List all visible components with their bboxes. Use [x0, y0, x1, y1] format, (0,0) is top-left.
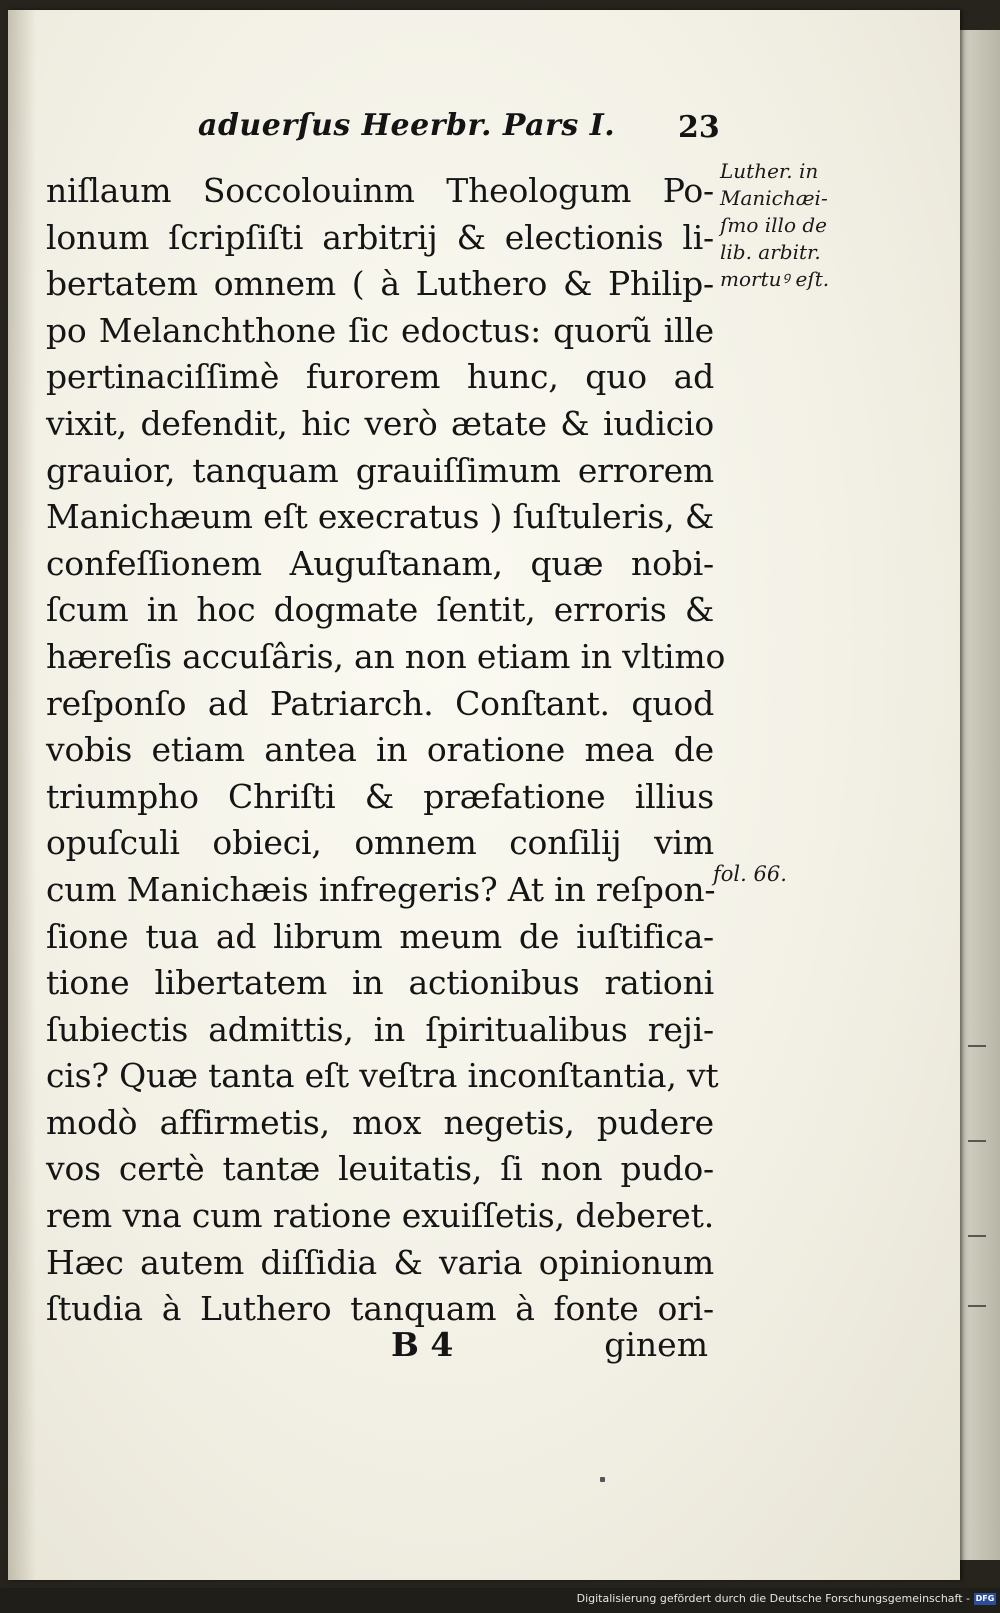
dfg-logo: DFG [975, 1594, 995, 1603]
text-line: Hæc autem diſſidia & varia opinionum [46, 1242, 714, 1282]
marginal-note-line: ſmo illo de [720, 213, 827, 237]
text-line: hæreſis accuſâris, an non etiam in vltimo [46, 636, 726, 676]
text-line: rem vna cum ratione exuiſſetis, deberet. [46, 1196, 714, 1236]
text-line: tione libertatem in actionibus rationi [46, 963, 714, 1003]
text-line: lonum ſcripſiſti arbitrij & electionis li- [46, 217, 714, 257]
text-line: modò affirmetis, mox negetis, pudere [46, 1102, 714, 1142]
edge-mark [968, 1235, 986, 1237]
text-line: cis? Quæ tanta eſt veſtra inconſtantia, vt [46, 1056, 719, 1096]
text-line: opuſculi obieci, omnem conſilij vim [46, 823, 714, 863]
signature-line [46, 1325, 714, 1371]
text-line: reſponſo ad Patriarch. Conſtant. quod [46, 683, 714, 723]
digitization-footer [0, 1588, 1000, 1613]
edge-mark [968, 1045, 986, 1047]
text-line: vobis etiam antea in oratione mea de [46, 730, 714, 770]
text-line: Manichæum eſt execratus ) ſuſtuleris, & [46, 497, 714, 537]
text-line: pertinaciſſimè furorem hunc, quo ad [46, 357, 714, 397]
funding-credit: Digitalisierung gefördert durch die Deutsche Forschungsgemeinschaft - [576, 1592, 970, 1605]
text-line: triumpho Chriſti & præfatione illius [46, 776, 714, 816]
signature-mark: B 4 [391, 1325, 454, 1364]
marginal-folio-reference: fol. 66. [713, 862, 787, 886]
marginal-note-line: Luther. in [720, 159, 819, 183]
text-line: cum Manichæis infregeris? At in reſpon- [46, 869, 716, 909]
marginal-note-line: Manichæi- [720, 186, 828, 210]
book-page [8, 10, 960, 1580]
marginal-note-line: mortuꝰ eſt. [720, 267, 830, 291]
edge-mark [968, 1140, 986, 1142]
page-number: 23 [678, 110, 720, 145]
catchword: ginem [604, 1325, 708, 1364]
marginal-note [720, 158, 860, 293]
running-title: aduerſus Heerbr. Pars I. [198, 108, 616, 143]
text-line: grauior, tanquam grauiſſimum errorem [46, 450, 714, 490]
text-line: ſcum in hoc dogmate ſentit, erroris & [46, 590, 714, 630]
text-line: po Melanchthone ſic edoctus: quorũ ille [46, 310, 714, 350]
text-line: bertatem omnem ( à Luthero & Philip- [46, 264, 714, 304]
main-text-block [46, 168, 726, 1333]
marginal-note-line: lib. arbitr. [720, 240, 821, 264]
text-line: ſione tua ad librum meum de iuſtifica- [46, 916, 714, 956]
text-line: ſubiectis admittis, in ſpiritualibus reji- [46, 1009, 714, 1049]
page-header [8, 108, 960, 152]
text-line: vos certè tantæ leuitatis, ſi non pudo- [46, 1149, 714, 1189]
ink-speck [600, 1477, 605, 1482]
text-line: niſlaum Soccolouinm Theologum Po- [46, 171, 714, 210]
edge-mark [968, 1305, 986, 1307]
text-line: confeſſionem Auguſtanam, quæ nobi- [46, 543, 714, 583]
text-line: ſtudia à Luthero tanquam à fonte ori- [46, 1289, 714, 1329]
text-line: vixit, defendit, hic verò ætate & iudicio [46, 403, 714, 443]
